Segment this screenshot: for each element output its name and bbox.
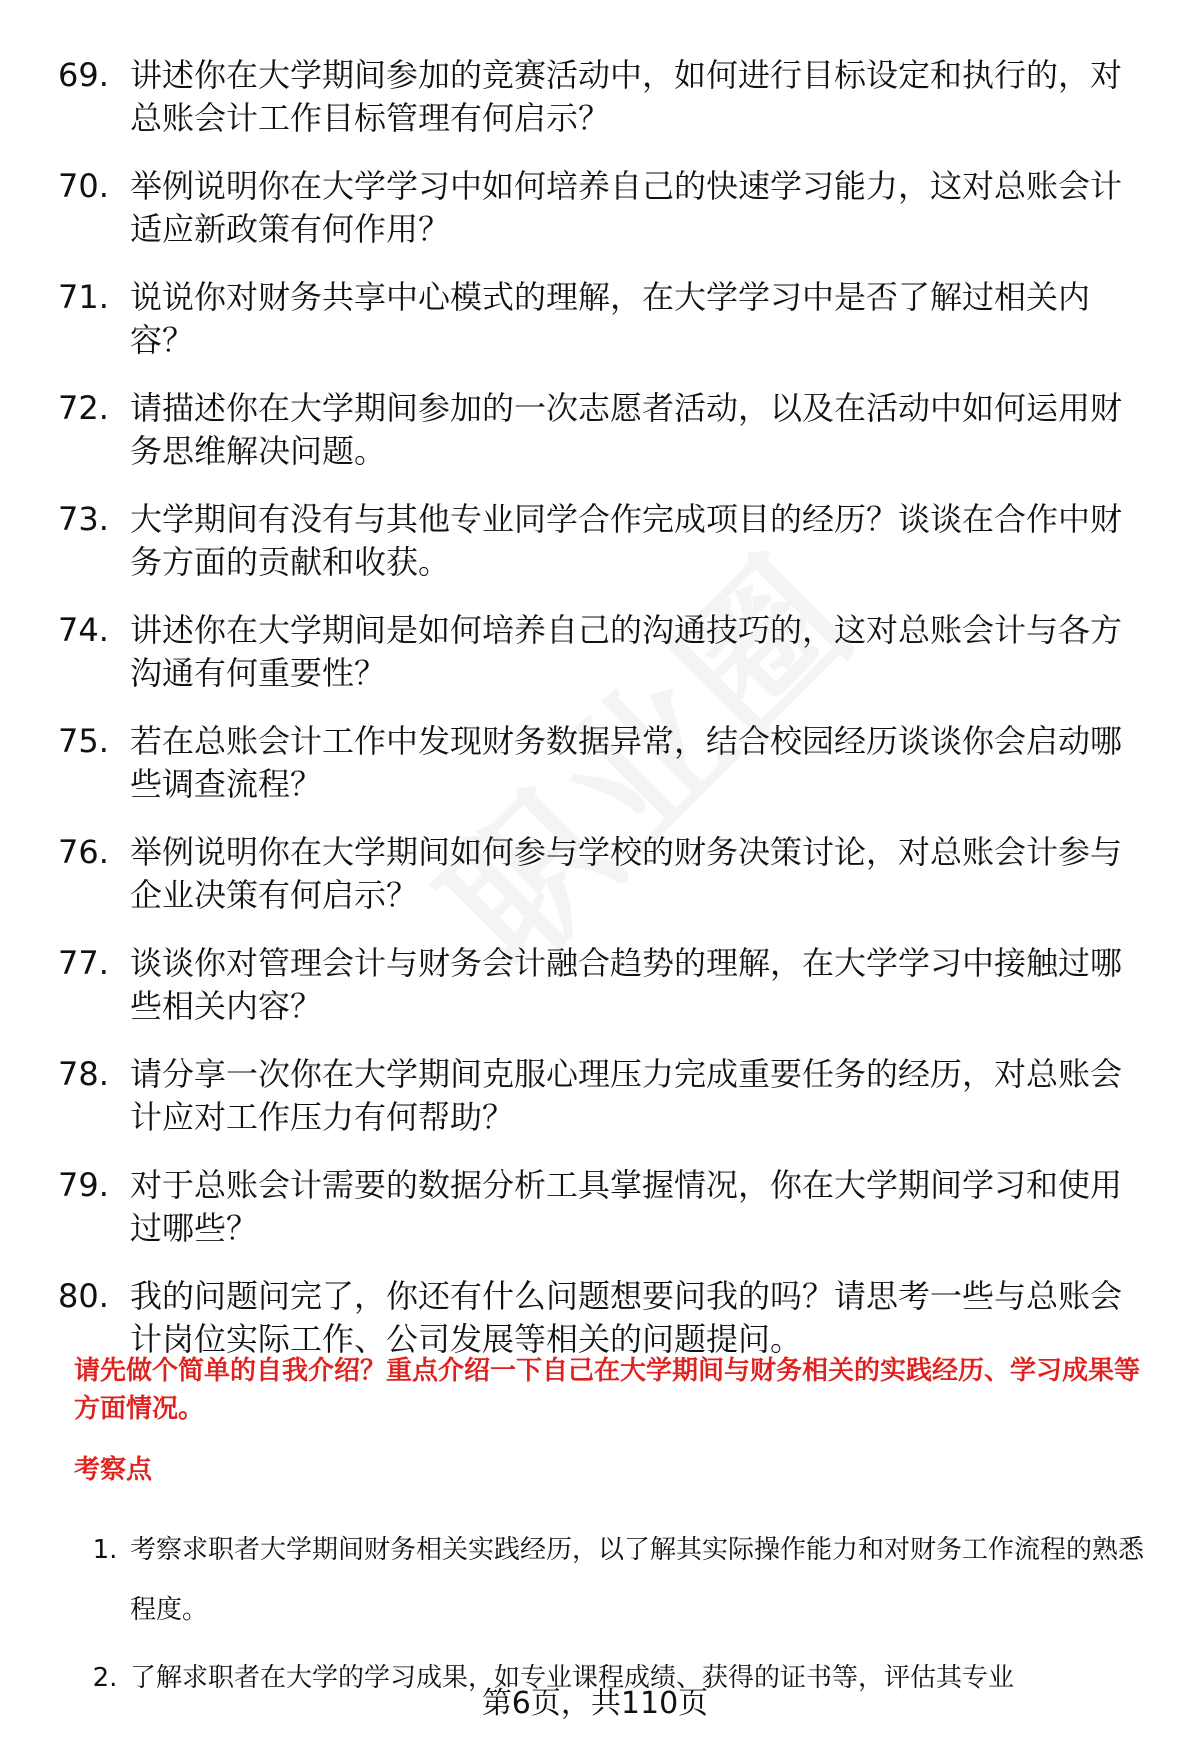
list-item [58,609,1158,695]
question-text: 请分享一次你在大学期间克服心理压力完成重要任务的经历，对总账会计应对工作压力有何帮助？ [130,1055,1123,1136]
question-text: 大学期间有没有与其他专业同学合作完成项目的经历？谈谈在合作中财务方面的贡献和收获。 [130,500,1123,581]
question-text: 举例说明你在大学期间如何参与学校的财务决策讨论，对总账会计参与企业决策有何启示？ [130,833,1123,914]
point-text: 了解求职者在大学的学习成果，如专业课程成绩、获得的证书等，评估其专业 [130,1663,1015,1693]
list-item [58,1275,1158,1361]
list-item [58,276,1158,362]
question-number: 80. [58,1277,109,1315]
point-text: 考察求职者大学期间财务相关实践经历，以了解其实际操作能力和对财务工作流程的熟悉程度。 [130,1535,1145,1625]
question-text: 谈谈你对管理会计与财务会计融合趋势的理解，在大学学习中接触过哪些相关内容？ [130,944,1123,1025]
question-text: 请描述你在大学期间参加的一次志愿者活动，以及在活动中如何运用财务思维解决问题。 [130,389,1123,470]
question-text: 讲述你在大学期间是如何培养自己的沟通技巧的，这对总账会计与各方沟通有何重要性？ [130,611,1123,692]
list-item [58,1053,1158,1139]
question-number: 72. [58,389,109,427]
question-text: 若在总账会计工作中发现财务数据异常，结合校园经历谈谈你会启动哪些调查流程？ [130,722,1123,803]
list-item [58,720,1158,806]
section-title: 考察点 [74,1455,153,1485]
question-text: 我的问题问完了，你还有什么问题想要问我的吗？请思考一些与总账会计岗位实际工作、公司发展等相关的问题提问。 [130,1277,1123,1358]
question-text: 举例说明你在大学学习中如何培养自己的快速学习能力，这对总账会计适应新政策有何作用？ [130,167,1123,248]
highlight-question: 请先做个简单的自我介绍？重点介绍一下自己在大学期间与财务相关的实践经历、学习成果等方面情况。 [74,1356,1141,1424]
question-list [58,54,1158,1386]
list-item [58,387,1158,473]
question-text: 对于总账会计需要的数据分析工具掌握情况，你在大学期间学习和使用过哪些？ [130,1166,1123,1247]
list-item [58,831,1158,917]
page-footer: 第6页，共110页 [481,1686,709,1721]
point-number: 1. [92,1535,118,1565]
question-number: 73. [58,500,109,538]
question-text: 讲述你在大学期间参加的竞赛活动中，如何进行目标设定和执行的，对总账会计工作目标管理有何启示？ [130,56,1123,137]
question-number: 76. [58,833,109,871]
question-number: 78. [58,1055,109,1093]
question-number: 74. [58,611,109,649]
list-item [80,1520,1160,1640]
question-number: 75. [58,722,109,760]
question-text: 说说你对财务共享中心模式的理解，在大学学习中是否了解过相关内容？ [130,278,1091,359]
question-number: 69. [58,56,109,94]
question-number: 71. [58,278,109,316]
list-item [58,1164,1158,1250]
question-number: 77. [58,944,109,982]
question-number: 70. [58,167,109,205]
list-item [58,54,1158,140]
point-number: 2. [92,1663,118,1693]
list-item [58,498,1158,584]
question-number: 79. [58,1166,109,1204]
list-item [58,942,1158,1028]
list-item [58,165,1158,251]
